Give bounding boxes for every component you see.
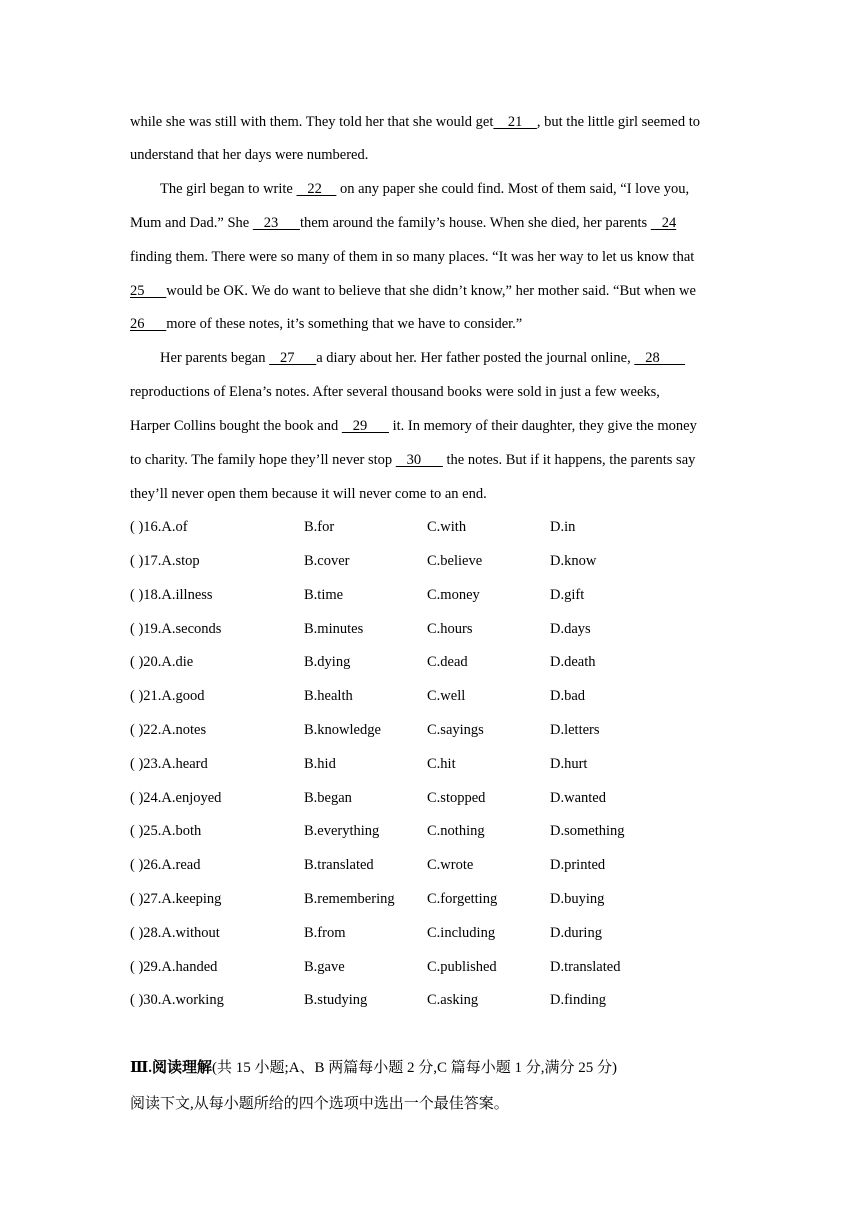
blank-26: 26 (130, 316, 167, 332)
text: the notes. But if it happens, the parents say (442, 452, 696, 468)
passage-line-3 (160, 179, 689, 199)
option-d: D.buying (550, 891, 605, 907)
option-d: D.something (550, 823, 625, 839)
option-c: C.dead (427, 654, 468, 670)
option-b: B.remembering (304, 891, 395, 907)
option-a: ( )26.A.read (130, 857, 201, 873)
option-d: D.days (550, 621, 591, 637)
passage-line-7 (130, 314, 522, 334)
option-a: ( )22.A.notes (130, 722, 207, 738)
option-a: ( )19.A.seconds (130, 621, 222, 637)
option-c: C.forgetting (427, 891, 498, 907)
option-a: ( )21.A.good (130, 688, 205, 704)
option-a: ( )29.A.handed (130, 959, 218, 975)
option-d: D.gift (550, 587, 585, 603)
option-d: D.hurt (550, 756, 588, 772)
option-a: ( )27.A.keeping (130, 891, 222, 907)
blank-27: 27 (269, 350, 317, 366)
text: would be OK. We do want to believe that she didn’t know,” her mother said. “But when we (166, 283, 696, 299)
passage-line-5 (130, 247, 694, 267)
text: to charity. The family hope they’ll never stop (130, 452, 396, 468)
passage-line-9 (130, 382, 660, 402)
option-d: D.know (550, 553, 597, 569)
option-b: B.hid (304, 756, 336, 772)
text: they’ll never open them because it will never come to an end. (130, 486, 487, 502)
text: , but the little girl seemed to (536, 114, 700, 130)
option-c: C.believe (427, 553, 483, 569)
option-b: B.minutes (304, 621, 364, 637)
option-c: C.sayings (427, 722, 484, 738)
option-a: ( )30.A.working (130, 992, 224, 1008)
section-heading (130, 1057, 617, 1079)
blank-30: 30 (395, 452, 443, 468)
option-c: C.stopped (427, 790, 486, 806)
option-b: B.everything (304, 823, 380, 839)
option-c: C.money (427, 587, 480, 603)
text: Her parents began (160, 350, 270, 366)
option-a: ( )20.A.die (130, 654, 194, 670)
option-a: ( )24.A.enjoyed (130, 790, 222, 806)
option-b: B.gave (304, 959, 345, 975)
text: reproductions of Elena’s notes. After several thousand books were sold in just a few weeks, (130, 384, 660, 400)
option-d: D.finding (550, 992, 606, 1008)
option-b: B.time (304, 587, 344, 603)
passage-line-12 (130, 484, 487, 504)
blank-24: 24 (650, 215, 677, 231)
option-d: D.printed (550, 857, 606, 873)
option-c: C.wrote (427, 857, 474, 873)
text: it. In memory of their daughter, they give the money (388, 418, 697, 434)
passage-line-8 (160, 348, 685, 368)
text: them around the family’s house. When she died, her parents (299, 215, 651, 231)
option-b: B.for (304, 519, 335, 535)
text: Harper Collins bought the book and (130, 418, 342, 434)
option-d: D.in (550, 519, 576, 535)
option-b: B.translated (304, 857, 374, 873)
option-d: D.death (550, 654, 596, 670)
option-a: ( )16.A.of (130, 519, 188, 535)
option-d: D.during (550, 925, 602, 941)
text: finding them. There were so many of them in so many places. “It was her way to let us know that (130, 249, 695, 265)
section-scoring-note: (共 15 小题;A、B 两篇每小题 2 分,C 篇每小题 1 分,满分 25 分) (212, 1060, 618, 1076)
option-d: D.wanted (550, 790, 606, 806)
passage-line-4 (130, 213, 676, 233)
option-c: C.hours (427, 621, 473, 637)
passage-line-1 (130, 112, 700, 132)
option-c: C.nothing (427, 823, 485, 839)
section-title: Ⅲ.阅读理解 (130, 1060, 213, 1076)
option-b: B.dying (304, 654, 351, 670)
passage-line-11 (130, 450, 695, 470)
option-c: C.published (427, 959, 497, 975)
blank-28: 28 (634, 350, 686, 366)
text: while she was still with them. They told her that she would get (130, 114, 494, 130)
passage-line-10 (130, 416, 697, 436)
option-a: ( )17.A.stop (130, 553, 200, 569)
option-c: C.asking (427, 992, 479, 1008)
option-c: C.well (427, 688, 466, 704)
option-a: ( )28.A.without (130, 925, 220, 941)
option-d: D.translated (550, 959, 621, 975)
option-d: D.letters (550, 722, 600, 738)
option-a: ( )18.A.illness (130, 587, 213, 603)
option-c: C.hit (427, 756, 456, 772)
text: understand that her days were numbered. (130, 147, 369, 163)
option-b: B.knowledge (304, 722, 381, 738)
option-c: C.with (427, 519, 467, 535)
text: more of these notes, it’s something that we have to consider.” (166, 316, 523, 332)
option-b: B.from (304, 925, 346, 941)
blank-23: 23 (252, 215, 300, 231)
option-a: ( )23.A.heard (130, 756, 208, 772)
option-b: B.health (304, 688, 353, 704)
text: Mum and Dad.” She (130, 215, 253, 231)
blank-25: 25 (130, 283, 167, 299)
option-b: B.began (304, 790, 352, 806)
passage-line-2 (130, 145, 368, 165)
blank-22: 22 (296, 181, 337, 197)
text: The girl began to write (160, 181, 297, 197)
passage-line-6 (130, 281, 696, 301)
text: a diary about her. Her father posted the journal online, (316, 350, 635, 366)
option-a: ( )25.A.both (130, 823, 202, 839)
option-b: B.cover (304, 553, 350, 569)
option-c: C.including (427, 925, 496, 941)
section-instruction: 阅读下文,从每小题所给的四个选项中选出一个最佳答案。 (130, 1096, 509, 1112)
text: on any paper she could find. Most of them said, “I love you, (336, 181, 690, 197)
blank-21: 21 (493, 114, 537, 130)
option-d: D.bad (550, 688, 586, 704)
blank-29: 29 (341, 418, 389, 434)
option-b: B.studying (304, 992, 368, 1008)
